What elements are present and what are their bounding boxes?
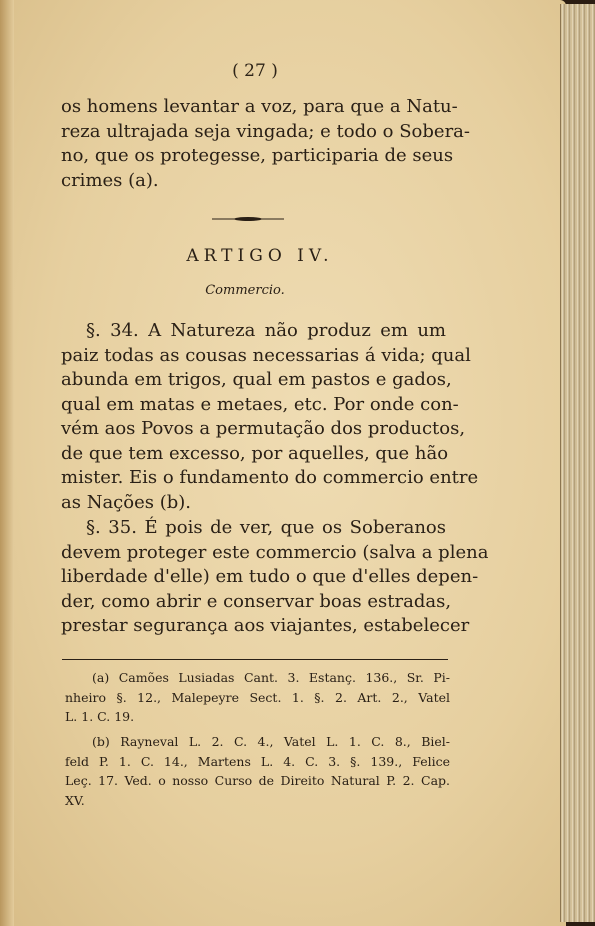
intro-paragraph [61, 95, 470, 193]
text-line: mister. Eis o fundamento do commercio entre [61, 467, 479, 488]
footnote-line: XV. [65, 792, 85, 808]
text-line: der, como abrir e conservar boas estradas, [61, 590, 452, 612]
footnote-line: (b) Rayneval L. 2. C. 4., Vatel L. 1. C. 8., Biel- [92, 734, 450, 749]
text-line: prestar segurança aos viajantes, estabelecer [61, 615, 470, 636]
footnote-line: Leç. 17. Ved. o nosso Curso de Direito Natural P. 2. Cap. [65, 773, 450, 788]
text-line: qual em matas e metaes, etc. Por onde con- [61, 393, 459, 415]
footnote-line: (a) Camões Lusiadas Cant. 3. Estanç. 136., Sr. Pi- [92, 670, 450, 685]
text-line: §. 35. É pois de ver, que os Soberanos [86, 517, 446, 538]
text-line: paiz todas as cousas necessarias á vida; qual [61, 344, 471, 366]
section-34-paragraph [61, 319, 479, 515]
article-heading: ARTIGO IV. [186, 246, 334, 266]
footnote-line: feld P. 1. C. 14., Martens L. 4. C. 3. §. 139., Felice [65, 753, 450, 769]
article-subheading: Commercio. [205, 283, 285, 298]
footnote-line: nheiro §. 12., Malepeyre Sect. 1. §. 2. Art. 2., Vatel [65, 689, 450, 705]
text-line: vém aos Povos a permutação dos productos, [61, 418, 466, 439]
text-line: liberdade d'elle) em tudo o que d'elles depen- [61, 566, 479, 587]
text-line: crimes (a). [61, 169, 159, 191]
page-number: ( 27 ) [232, 61, 278, 81]
text-line: as Nações (b). [61, 491, 191, 513]
footnote-a [65, 668, 450, 727]
section-35-paragraph [61, 516, 489, 639]
text-line: reza ultrajada seja vingada; e todo o Sobera- [61, 120, 470, 142]
ornament-divider [212, 217, 284, 221]
text-line: §. 34. A Natureza não produz em um [86, 320, 446, 341]
footnote-rule [62, 659, 448, 660]
page-gutter [0, 0, 14, 926]
text-line: no, que os protegesse, participaria de seus [61, 145, 454, 166]
page-edges [560, 4, 595, 922]
text-line: os homens levantar a voz, para que a Natu- [61, 96, 458, 117]
text-line: devem proteger este commercio (salva a plena [61, 541, 489, 563]
text-line: de que tem excesso, por aquelles, que hão [61, 442, 449, 464]
text-line: abunda em trigos, qual em pastos e gados, [61, 369, 452, 390]
footnote-b [65, 732, 450, 810]
footnote-line: L. 1. C. 19. [65, 709, 135, 724]
